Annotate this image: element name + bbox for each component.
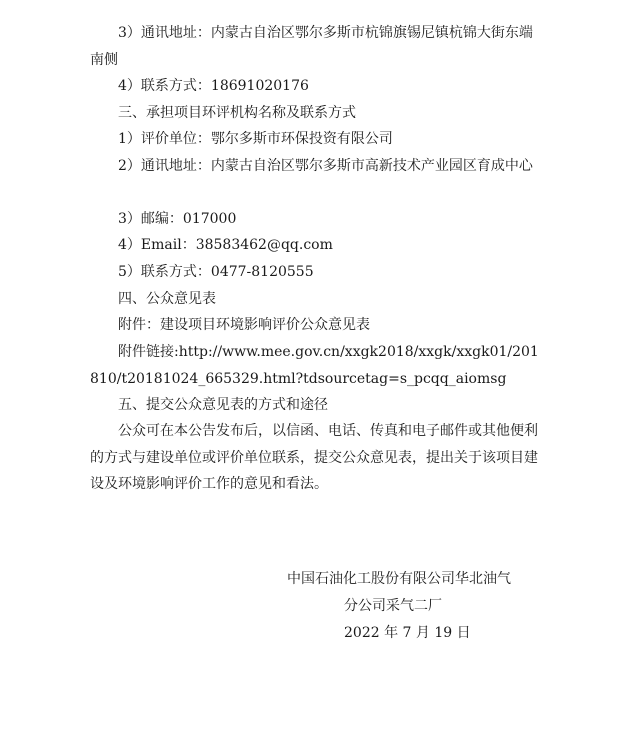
contact-address: 3）通讯地址：内蒙古自治区鄂尔多斯市杭锦旗锡尼镇杭锦大街东端南侧: [90, 25, 533, 68]
eval-email: 4）Email：38583462@qq.com: [118, 237, 333, 253]
eval-unit: 1）评价单位：鄂尔多斯市环保投资有限公司: [118, 131, 393, 147]
section-5-text: 公众可在本公告发布后，以信函、电话、传真和电子邮件或其他便利的方式与建设单位或评价单位联系，提交公众意见表，提出关于该项目建设及环境影响评价工作的意见和看法。: [90, 423, 538, 492]
eval-phone: 5）联系方式：0477-8120555: [118, 264, 314, 280]
attachment-link[interactable]: 附件链接:http://www.mee.gov.cn/xxgk2018/xxgk/xxgk01/201810/t20181024_665329.html?tdsourcetag=s_pcqq_aiomsg: [90, 344, 539, 387]
eval-address: 2）通讯地址：内蒙古自治区鄂尔多斯市高新技术产业园区育成中心: [118, 158, 533, 174]
section-4-heading: 四、公众意见表: [118, 291, 216, 307]
signature-org-line1: 中国石油化工股份有限公司华北油气: [287, 571, 511, 587]
contact-phone: 4）联系方式：18691020176: [118, 78, 309, 94]
signature-date: 2022 年 7 月 19 日: [344, 625, 471, 641]
signature-org-line2: 分公司采气二厂: [344, 598, 442, 614]
section-3-heading: 三、承担项目环评机构名称及联系方式: [118, 105, 356, 121]
section-5-heading: 五、提交公众意见表的方式和途径: [118, 397, 328, 413]
eval-postcode: 3）邮编：017000: [118, 211, 237, 227]
attachment-title: 附件：建设项目环境影响评价公众意见表: [118, 317, 370, 333]
